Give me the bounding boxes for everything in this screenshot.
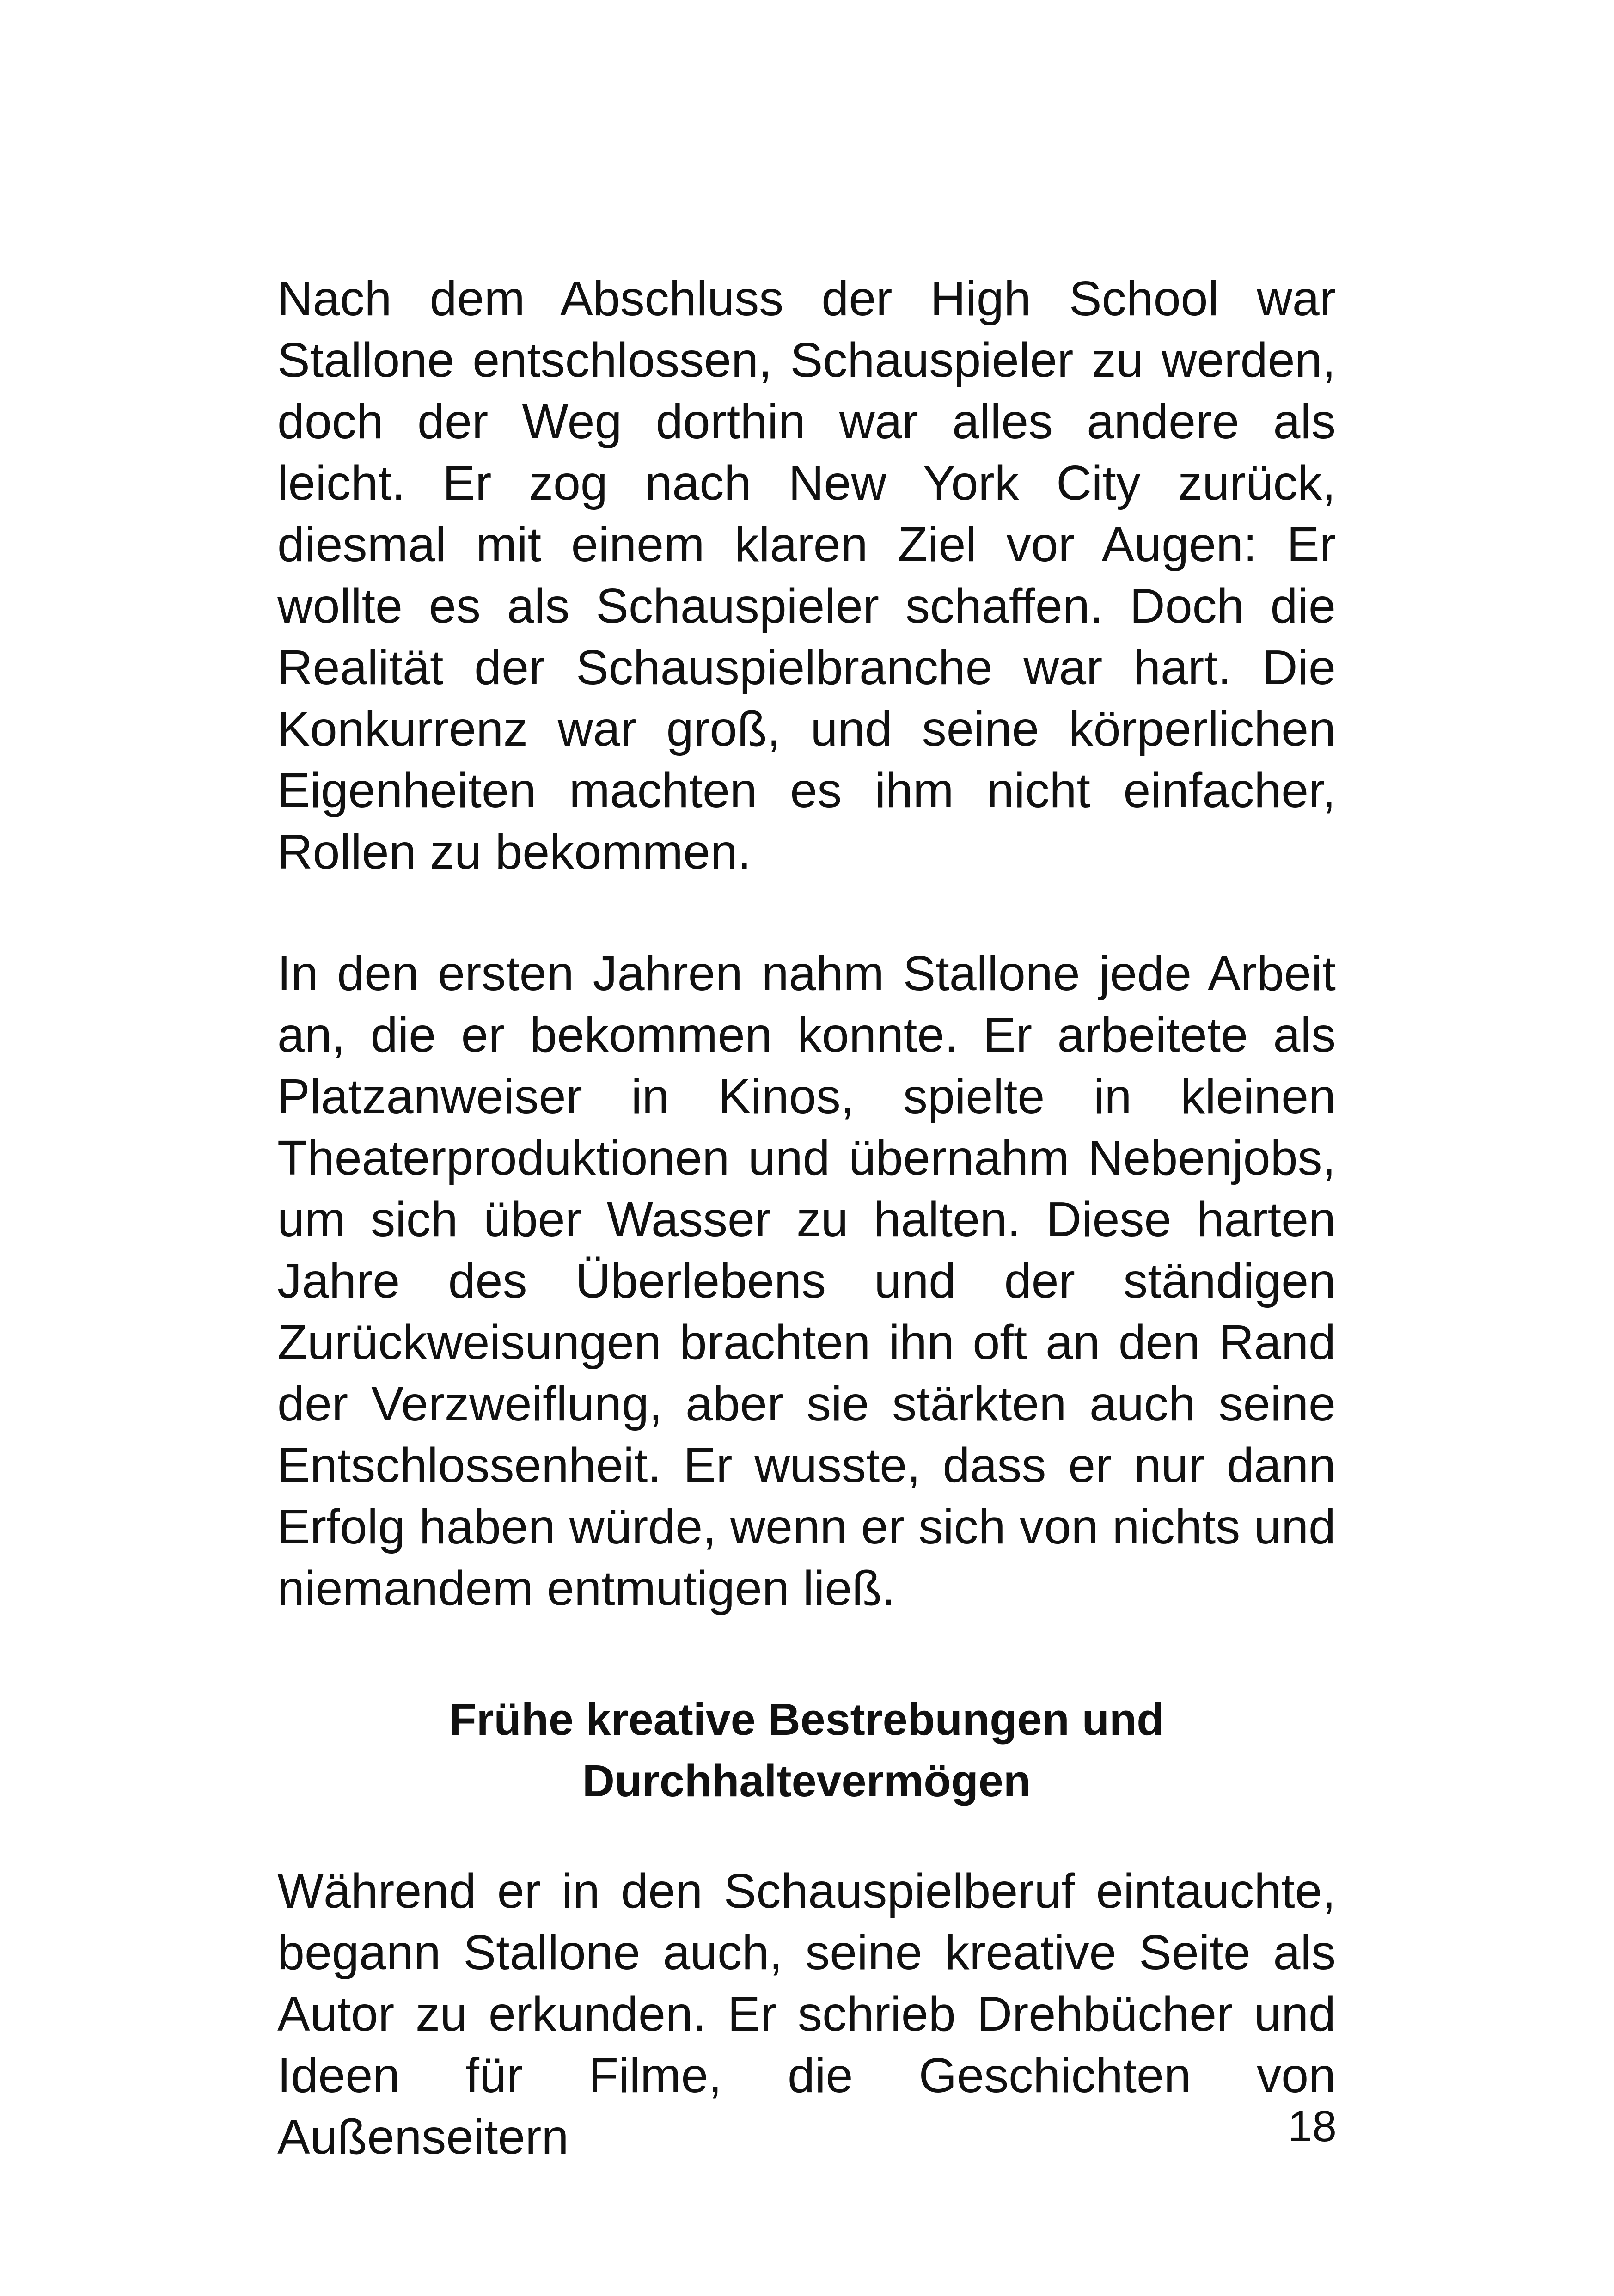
body-paragraph-1: Nach dem Abschluss der High School war Stallone entschlossen, Schauspieler zu werden, doch der Weg dorthin war alles andere als leicht. Er zog nach New York City zurück, diesmal mit einem klaren Ziel vor Augen: Er wollte es als Schauspieler schaffen. Doch die Realität der Schauspielbranche war hart. Die Konkurrenz war groß, und seine körperlichen Eigenheiten machten es ihm nicht einfacher, Rollen zu bekommen.: [277, 271, 1336, 879]
section-heading-line-1: Frühe kreative Bestrebungen und: [449, 1694, 1164, 1745]
text-column: [277, 268, 1336, 2168]
body-paragraph-2: In den ersten Jahren nahm Stallone jede Arbeit an, die er bekommen konnte. Er arbeitete als Platzanweiser in Kinos, spielte in kleinen Theaterproduktionen und übernahm Nebenjobs, um sich über Wasser zu halten. Diese harten Jahre des Überlebens und der ständigen Zurückweisungen brachten ihn oft an den Rand der Verzweiflung, aber sie stärkten auch seine Entschlossenheit. Er wusste, dass er nur dann Erfolg haben würde, wenn er sich von nichts und niemandem entmutigen ließ.: [277, 946, 1336, 1616]
section-heading: [277, 1689, 1336, 1812]
body-paragraph-3: Während er in den Schauspielberuf eintauchte, begann Stallone auch, seine kreative Seite als Autor zu erkunden. Er schrieb Drehbücher und Ideen für Filme, die Geschichten von Außenseitern: [277, 1864, 1336, 2164]
section-heading-line-2: Durchhaltevermögen: [582, 1756, 1031, 1806]
page-number: 18: [1288, 2102, 1337, 2151]
